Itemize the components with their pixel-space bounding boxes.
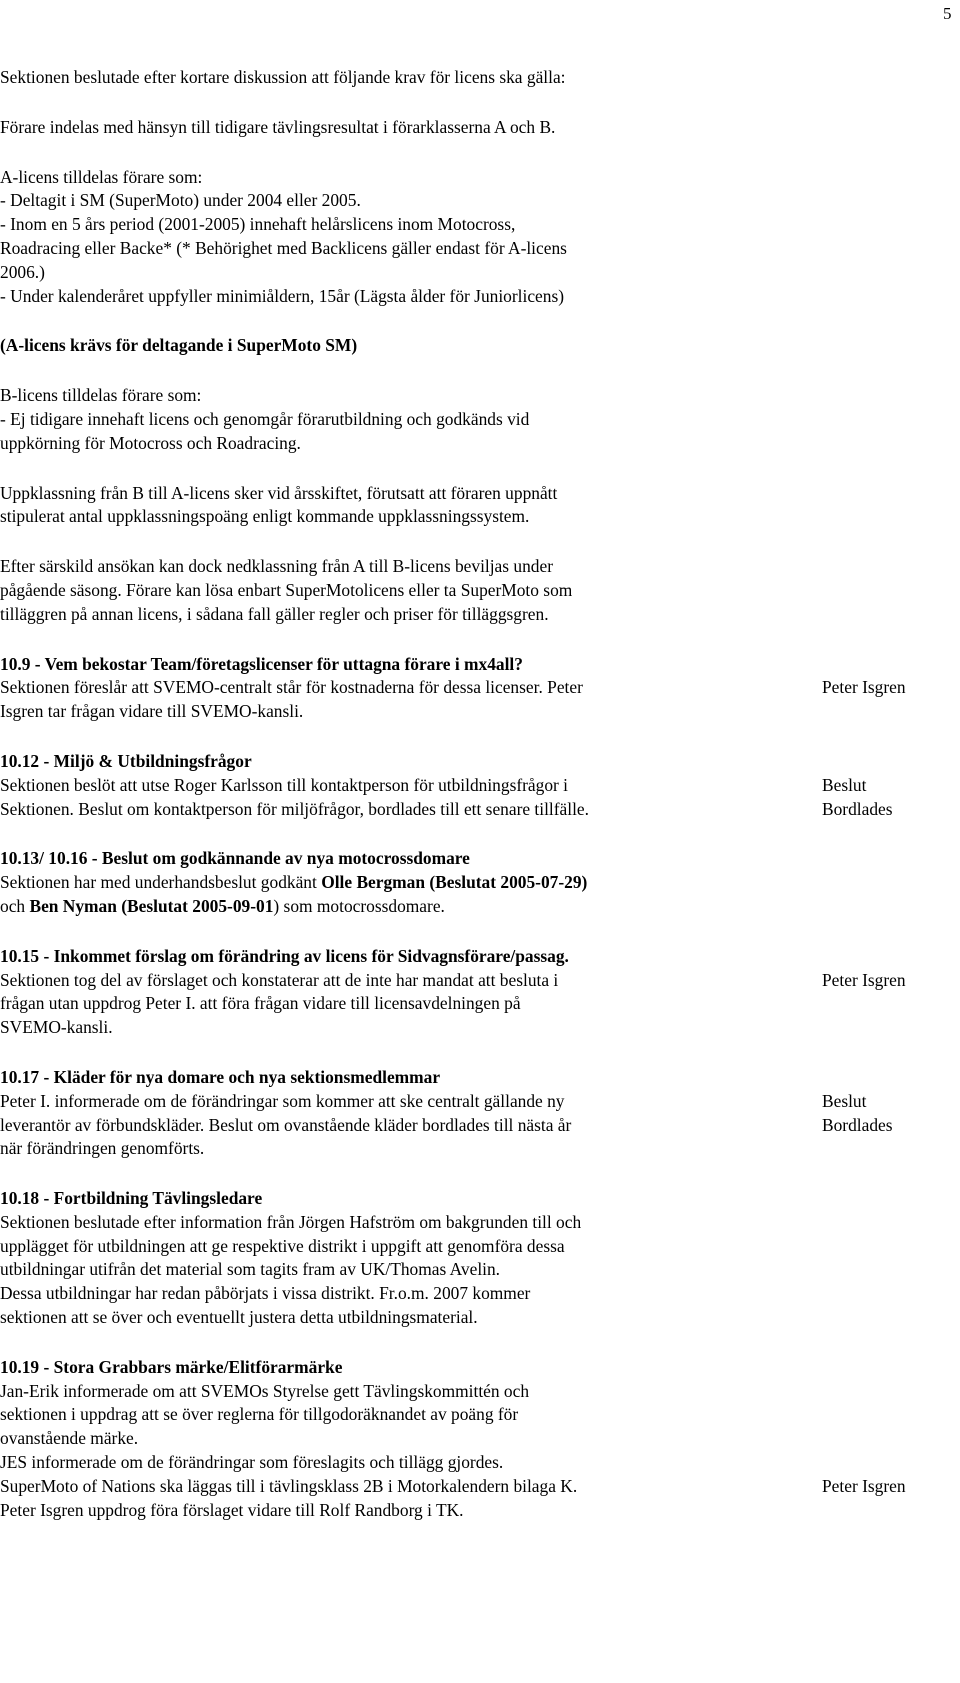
a-licens-item: Roadracing eller Backe* (* Behörighet med Backlicens gäller endast för A-licens	[0, 237, 567, 258]
section-text	[0, 871, 587, 895]
judge-approval: Olle Bergman (Beslutat 2005-07-29)	[321, 872, 588, 893]
text-run: Sektionen har med underhandsbeslut godkänt	[0, 872, 322, 893]
intro-paragraph: Förare indelas med hänsyn till tidigare tävlingsresultat i förarklasserna A och B.	[0, 116, 556, 137]
a-licens-heading: A-licens tilldelas förare som:	[0, 166, 203, 187]
section-heading: 10.17 - Kläder för nya domare och nya sektionsmedlemmar	[0, 1066, 441, 1087]
judge-approval: Ben Nyman (Beslutat 2005-09-01	[29, 895, 274, 916]
section-text: Sektionen. Beslut om kontaktperson för miljöfrågor, bordlades till ett senare tillfälle.	[0, 798, 589, 819]
a-licens-item: - Deltagit i SM (SuperMoto) under 2004 eller 2005.	[0, 190, 361, 211]
section-heading: 10.18 - Fortbildning Tävlingsledare	[0, 1188, 263, 1209]
section-10-12	[0, 750, 960, 821]
section-text: Isgren tar frågan vidare till SVEMO-kansli.	[0, 701, 304, 722]
a-licens-note: (A-licens krävs för deltagande i SuperMoto SM)	[0, 335, 358, 356]
section-text: när förändringen genomförts.	[0, 1138, 205, 1159]
section-text: Peter Isgren uppdrog föra förslaget vidare till Rolf Randborg i TK.	[0, 1499, 464, 1520]
section-text: SVEMO-kansli.	[0, 1017, 113, 1038]
section-10-15	[0, 945, 960, 1040]
b-licens-item: - Ej tidigare innehaft licens och genomgår förarutbildning och godkänds vid	[0, 408, 530, 429]
b-licens-heading: B-licens tilldelas förare som:	[0, 385, 202, 406]
text-run: ) som motocrossdomare.	[273, 895, 445, 916]
a-licens-item: - Under kalenderåret uppfyller minimiåldern, 15år (Lägsta ålder för Juniorlicens)	[0, 285, 565, 306]
intro-paragraph: Sektionen beslutade efter kortare diskussion att följande krav för licens ska gälla:	[0, 67, 566, 87]
section-text: Sektionen beslutade efter information från Jörgen Hafström om bakgrunden till och	[0, 1211, 582, 1232]
licens-section	[0, 66, 960, 627]
document-body	[0, 66, 960, 1522]
section-text: frågan utan uppdrog Peter I. att föra frågan vidare till licensavdelningen på	[0, 993, 521, 1014]
section-text: sektionen i uppdrag att se över reglerna för tillgodoräknandet av poäng för	[0, 1404, 519, 1425]
section-text: JES informerade om de förändringar som föreslagits och tillägg gjordes.	[0, 1452, 504, 1473]
section-text: SuperMoto of Nations ska läggas till i tävlingsklass 2B i Motorkalendern bilaga K.	[0, 1475, 578, 1496]
nedklassning-paragraph: Efter särskild ansökan kan dock nedklassning från A till B-licens beviljas under	[0, 556, 553, 577]
a-licens-item: 2006.)	[0, 261, 45, 282]
nedklassning-paragraph: tilläggren på annan licens, i sådana fall gäller regler och priser för tilläggsgren.	[0, 603, 549, 624]
section-text: leverantör av förbundskläder. Beslut om ovanstående kläder bordlades till nästa år	[0, 1114, 572, 1135]
section-heading: 10.13/ 10.16 - Beslut om godkännande av nya motocrossdomare	[0, 848, 470, 869]
section-text: Sektionen beslöt att utse Roger Karlsson till kontaktperson för utbildningsfrågor i	[0, 774, 569, 795]
responsible-person: Peter Isgren	[822, 677, 906, 698]
section-heading: 10.12 - Miljö & Utbildningsfrågor	[0, 750, 252, 771]
section-heading: 10.15 - Inkommet förslag om förändring av licens för Sidvagnsförare/passag.	[0, 945, 569, 966]
section-text: Jan-Erik informerade om att SVEMOs Styrelse gett Tävlingskommittén och	[0, 1380, 530, 1401]
section-10-18	[0, 1187, 960, 1330]
section-text	[0, 895, 445, 919]
section-heading: 10.19 - Stora Grabbars märke/Elitförarmärke	[0, 1356, 343, 1377]
section-heading: 10.9 - Vem bekostar Team/företagslicenser för uttagna förare i mx4all?	[0, 653, 523, 674]
decision-status: Beslut	[822, 1090, 867, 1111]
decision-status: Beslut	[822, 774, 867, 795]
section-text: utbildningar utifrån det material som tagits fram av UK/Thomas Avelin.	[0, 1259, 501, 1280]
decision-status: Bordlades	[822, 798, 893, 819]
section-text: Sektionen tog del av förslaget och konstaterar att de inte har mandat att besluta i	[0, 969, 559, 990]
uppklassning-paragraph: stipulerat antal uppklassningspoäng enligt kommande uppklassningssystem.	[0, 506, 530, 527]
decision-status: Bordlades	[822, 1114, 893, 1135]
section-text: Sektionen föreslår att SVEMO-centralt står för kostnaderna för dessa licenser. Peter	[0, 677, 583, 698]
section-text: Peter I. informerade om de förändringar som kommer att ske centralt gällande ny	[0, 1090, 565, 1111]
section-text: Dessa utbildningar har redan påbörjats i vissa distrikt. Fr.o.m. 2007 kommer	[0, 1283, 531, 1304]
section-text: upplägget för utbildningen att ge respektive distrikt i uppgift att genomföra dessa	[0, 1235, 565, 1256]
b-licens-item: uppkörning för Motocross och Roadracing.	[0, 432, 301, 453]
nedklassning-paragraph: pågående säsong. Förare kan lösa enbart SuperMotolicens eller ta SuperMoto som	[0, 579, 573, 600]
text-run: och	[0, 895, 30, 916]
page-number: 5	[943, 4, 952, 23]
section-10-19	[0, 1356, 960, 1523]
section-10-13	[0, 847, 960, 918]
section-10-17	[0, 1066, 960, 1161]
section-text: ovanstående märke.	[0, 1428, 139, 1449]
responsible-person: Peter Isgren	[822, 1475, 906, 1496]
section-10-9	[0, 653, 960, 724]
uppklassning-paragraph: Uppklassning från B till A-licens sker vid årsskiftet, förutsatt att föraren uppnått	[0, 482, 558, 503]
section-text: sektionen att se över och eventuellt justera detta utbildningsmaterial.	[0, 1307, 478, 1328]
a-licens-item: - Inom en 5 års period (2001-2005) innehaft helårslicens inom Motocross,	[0, 214, 516, 235]
responsible-person: Peter Isgren	[822, 969, 906, 990]
